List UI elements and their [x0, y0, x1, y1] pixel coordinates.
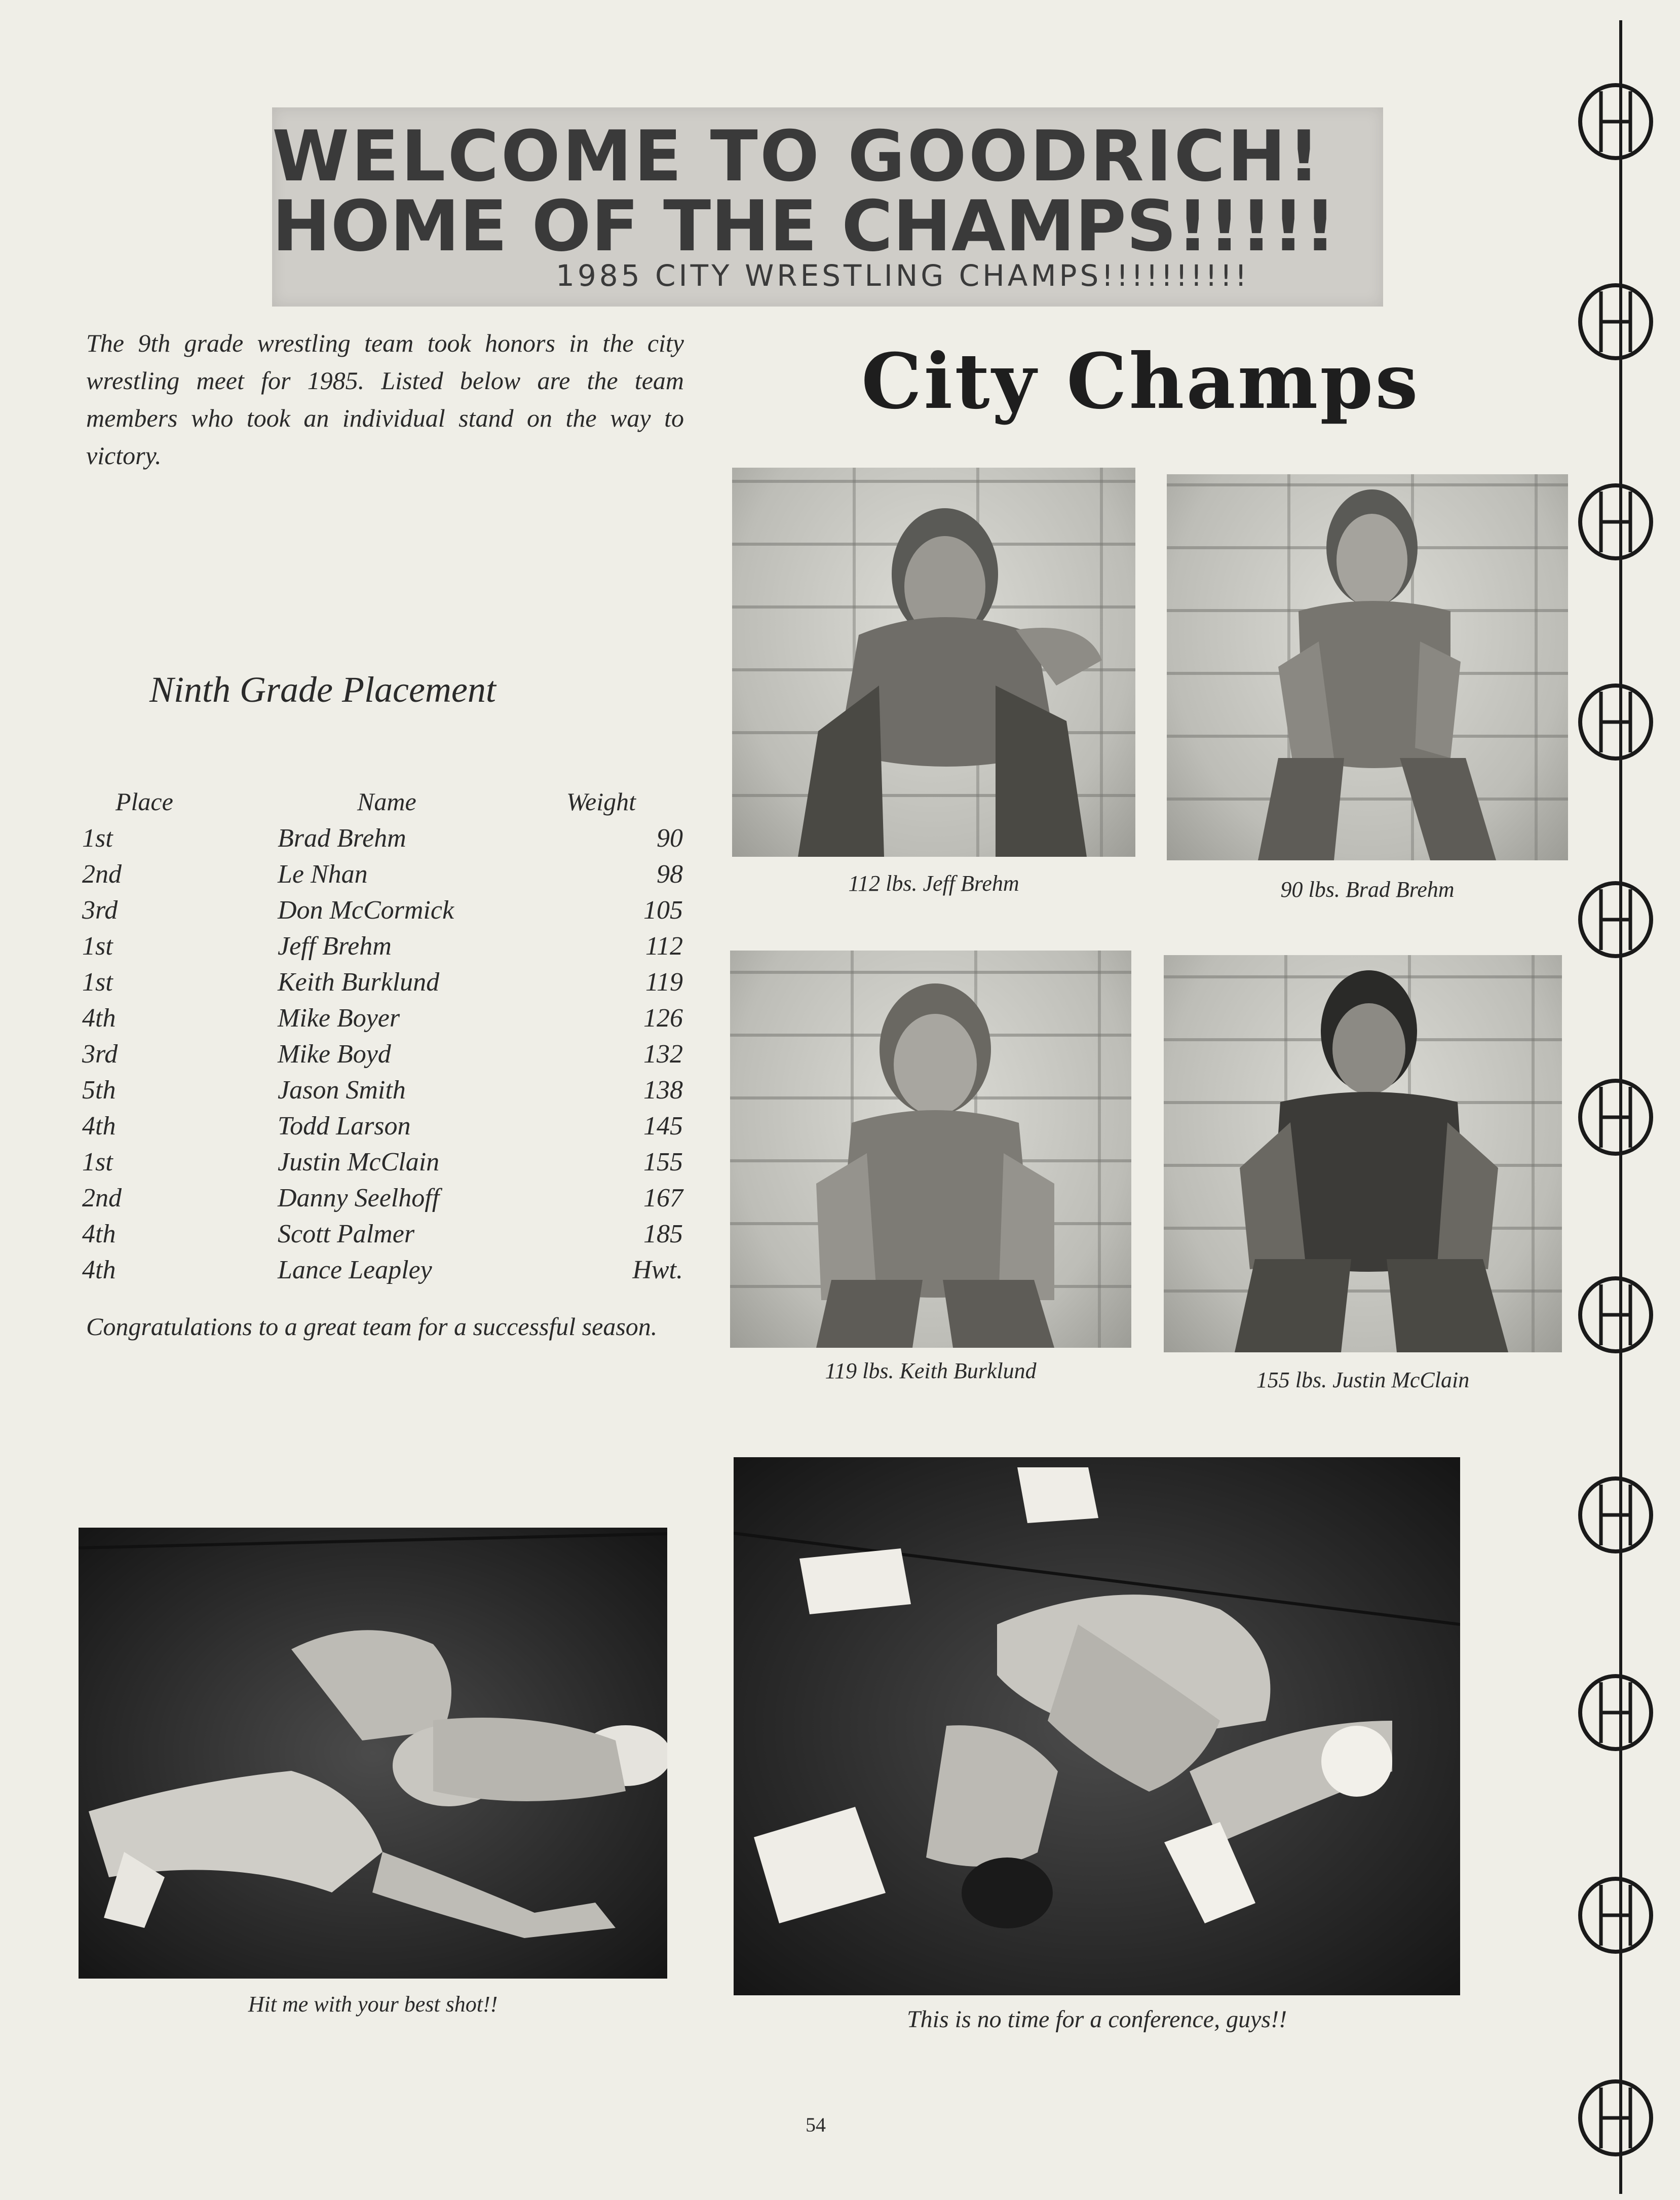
row-name: Brad Brehm: [278, 824, 406, 853]
row-place: 3rd: [82, 1040, 118, 1069]
table-row: [0, 1003, 684, 1039]
row-name: Scott Palmer: [278, 1220, 415, 1248]
row-name: Lance Leapley: [278, 1256, 432, 1284]
column-header-name: Name: [357, 787, 416, 816]
table-row: [0, 1075, 684, 1111]
row-weight: 167: [643, 1184, 683, 1212]
column-header-weight: Weight: [566, 787, 636, 816]
row-place: 2nd: [82, 1184, 122, 1212]
row-name: Justin McClain: [278, 1148, 440, 1177]
row-name: Mike Boyd: [278, 1040, 391, 1069]
row-name: Jason Smith: [278, 1076, 406, 1105]
table-row: [0, 931, 684, 967]
row-weight: 138: [643, 1076, 683, 1105]
placement-table: [0, 823, 684, 1300]
caption-justin-mcclain: 155 lbs. Justin McClain: [1256, 1368, 1470, 1392]
binder-ring-icon: [1576, 1077, 1656, 1158]
row-name: Mike Boyer: [278, 1004, 400, 1033]
caption-action-1: Hit me with your best shot!!: [248, 1992, 498, 2017]
congrats-paragraph: Congratulations to a great team for a successful season.: [86, 1312, 658, 1341]
row-weight: 155: [643, 1148, 683, 1177]
row-weight: 119: [645, 968, 683, 997]
caption-keith-burklund: 119 lbs. Keith Burklund: [825, 1358, 1037, 1383]
row-weight: Hwt.: [632, 1256, 683, 1284]
row-weight: 90: [657, 824, 683, 853]
page-number: 54: [806, 2113, 826, 2136]
row-place: 4th: [82, 1112, 116, 1141]
photo-jeff-brehm: [732, 468, 1135, 857]
row-place: 1st: [82, 932, 113, 961]
binder-ring-icon: [1576, 1875, 1656, 1956]
row-place: 3rd: [82, 896, 118, 925]
row-name: Don McCormick: [278, 896, 454, 925]
row-place: 1st: [82, 1148, 113, 1177]
row-weight: 132: [643, 1040, 683, 1069]
row-place: 4th: [82, 1256, 116, 1284]
wrestler-figure: [1164, 955, 1562, 1352]
row-place: 1st: [82, 824, 113, 853]
row-name: Jeff Brehm: [278, 932, 392, 961]
binder-ring-icon: [1576, 2077, 1656, 2158]
welcome-banner-photo: [272, 107, 1383, 307]
row-weight: 112: [645, 932, 683, 961]
photo-brad-brehm: [1167, 474, 1568, 860]
table-row: [0, 859, 684, 895]
banner-line-1: WELCOME TO GOODRICH!: [272, 116, 1322, 197]
photo-action-2: [734, 1457, 1460, 1995]
caption-action-2: This is no time for a conference, guys!!: [906, 2006, 1287, 2033]
table-row: [0, 1039, 684, 1075]
banner-line-2: HOME OF THE CHAMPS!!!!!: [272, 185, 1337, 267]
photo-justin-mcclain: [1164, 955, 1562, 1352]
wrestler-figure: [732, 468, 1135, 857]
binder-ring-icon: [1576, 681, 1656, 763]
table-row: [0, 1111, 684, 1147]
row-place: 2nd: [82, 860, 122, 889]
table-row: [0, 823, 684, 859]
banner-line-3: 1985 CITY WRESTLING CHAMPS!!!!!!!!!!: [556, 258, 1250, 293]
wrestler-figure: [1167, 474, 1568, 860]
placement-heading: Ninth Grade Placement: [149, 669, 496, 710]
page-title: City Champs: [861, 337, 1420, 426]
binder-ring-icon: [1576, 1474, 1656, 1556]
table-row: [0, 1219, 684, 1255]
binder-ring-icon: [1576, 81, 1656, 162]
row-name: Todd Larson: [278, 1112, 411, 1141]
row-weight: 105: [643, 896, 683, 925]
table-row: [0, 895, 684, 931]
row-name: Danny Seelhoff: [278, 1184, 440, 1212]
wrestlers-figure: [734, 1457, 1460, 1995]
row-weight: 98: [657, 860, 683, 889]
photo-keith-burklund: [730, 951, 1131, 1348]
row-name: Keith Burklund: [278, 968, 440, 997]
binder-ring-icon: [1576, 1274, 1656, 1355]
binder-ring-icon: [1576, 1672, 1656, 1753]
column-header-place: Place: [116, 787, 173, 816]
row-weight: 145: [643, 1112, 683, 1141]
binder-ring-icon: [1576, 879, 1656, 960]
binder-ring-icon: [1576, 481, 1656, 562]
table-row: [0, 1255, 684, 1291]
row-place: 4th: [82, 1004, 116, 1033]
wrestlers-figure: [79, 1528, 667, 1979]
wrestler-figure: [730, 951, 1131, 1348]
intro-paragraph: The 9th grade wrestling team took honors in the city wrestling meet for 1985. Listed below are the team members who took an individual stand on the way to victory.: [86, 329, 684, 470]
table-row: [0, 1147, 684, 1183]
table-row: [0, 1183, 684, 1219]
row-name: Le Nhan: [278, 860, 368, 889]
row-weight: 185: [643, 1220, 683, 1248]
row-place: 4th: [82, 1220, 116, 1248]
table-row: [0, 967, 684, 1003]
caption-brad-brehm: 90 lbs. Brad Brehm: [1280, 877, 1455, 902]
caption-jeff-brehm: 112 lbs. Jeff Brehm: [848, 871, 1019, 896]
photo-action-1: [79, 1528, 667, 1979]
row-place: 1st: [82, 968, 113, 997]
row-place: 5th: [82, 1076, 116, 1105]
row-weight: 126: [643, 1004, 683, 1033]
binder-ring-icon: [1576, 281, 1656, 362]
